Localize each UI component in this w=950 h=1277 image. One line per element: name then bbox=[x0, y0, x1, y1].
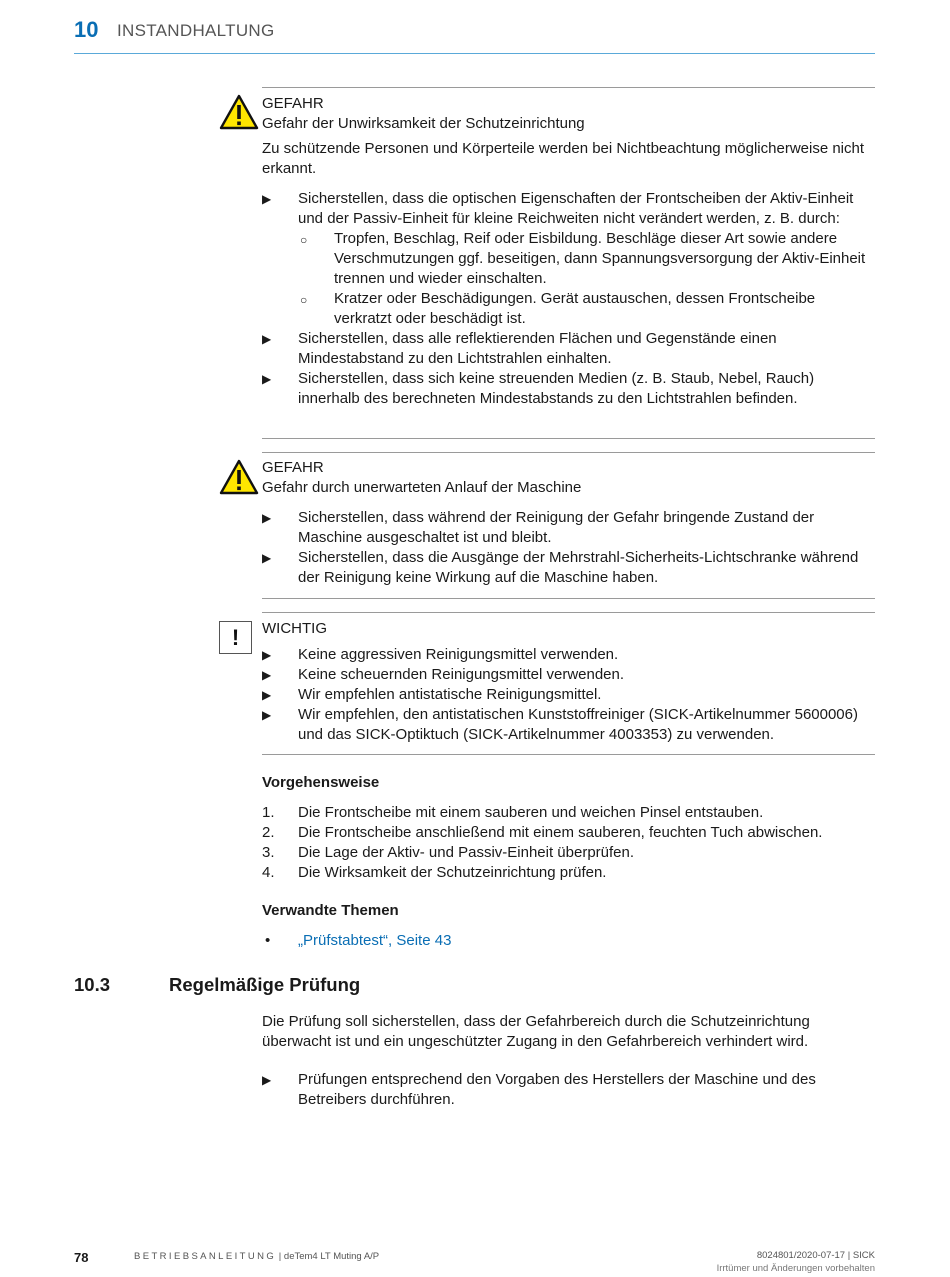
list-item-text: Wir empfehlen, den antistatischen Kunststoffreiniger (SICK-Artikelnummer 5600006) und das SICK-Optiktuch (SICK-Artikelnummer 4003353) zu verwenden. bbox=[298, 706, 858, 743]
danger2-notice bbox=[262, 458, 875, 588]
danger1-title: Gefahr der Unwirksamkeit der Schutzeinrichtung bbox=[262, 115, 585, 132]
page-header bbox=[74, 16, 875, 54]
triangle-bullet-icon: ▶ bbox=[262, 372, 272, 386]
warning-triangle-icon bbox=[219, 459, 259, 495]
danger2-bottom-rule bbox=[262, 598, 875, 599]
related-list bbox=[262, 931, 875, 951]
procedure-step bbox=[262, 863, 875, 883]
procedure-step bbox=[262, 823, 875, 843]
related-link[interactable]: „Prüfstabtest“, Seite 43 bbox=[298, 932, 452, 949]
section-number: 10.3 bbox=[74, 974, 111, 995]
step-number: 3. bbox=[262, 844, 275, 861]
circle-bullet-icon: ○ bbox=[300, 233, 308, 247]
important-exclamation-icon: ! bbox=[219, 621, 252, 654]
section-body bbox=[262, 1012, 875, 1110]
important-notice bbox=[262, 619, 875, 745]
procedure bbox=[262, 773, 875, 883]
list-item bbox=[262, 705, 875, 745]
procedure-steps bbox=[262, 803, 875, 883]
triangle-bullet-icon: ▶ bbox=[262, 192, 272, 206]
footer-doc-id: 8024801/2020-07-17 | SICK bbox=[756, 1250, 875, 1261]
list-item bbox=[262, 685, 875, 705]
section-list bbox=[262, 1070, 875, 1110]
danger2-top-rule bbox=[262, 452, 875, 453]
triangle-bullet-icon: ▶ bbox=[262, 668, 272, 682]
list-item-text: Sicherstellen, dass die Ausgänge der Mehrstrahl-Sicherheits-Lichtschranke während der Reinigung keine Wirkung auf die Maschine haben. bbox=[298, 549, 859, 586]
list-item bbox=[262, 508, 875, 548]
danger2-label: GEFAHR bbox=[262, 459, 324, 476]
triangle-bullet-icon: ▶ bbox=[262, 551, 272, 565]
step-number: 1. bbox=[262, 804, 275, 821]
step-number: 4. bbox=[262, 864, 275, 881]
important-bottom-rule bbox=[262, 754, 875, 755]
footer-product: | deTem4 LT Muting A/P bbox=[278, 1251, 380, 1262]
danger1-bottom-rule bbox=[262, 438, 875, 439]
dot-bullet-icon: • bbox=[265, 932, 271, 949]
footer-disclaimer: Irrtümer und Änderungen vorbehalten bbox=[716, 1263, 875, 1274]
triangle-bullet-icon: ▶ bbox=[262, 688, 272, 702]
list-item-text: Keine aggressiven Reinigungsmittel verwenden. bbox=[298, 646, 619, 663]
triangle-bullet-icon: ▶ bbox=[262, 332, 272, 346]
step-text: Die Lage der Aktiv- und Passiv-Einheit überprüfen. bbox=[298, 844, 635, 861]
section-title: Regelmäßige Prüfung bbox=[169, 974, 361, 995]
sub-list-item-text: Kratzer oder Beschädigungen. Gerät austauschen, dessen Frontscheibe verkratzt oder beschädigt ist. bbox=[334, 290, 816, 327]
procedure-heading: Vorgehensweise bbox=[262, 774, 380, 791]
procedure-step bbox=[262, 803, 875, 823]
related-heading: Verwandte Themen bbox=[262, 902, 399, 919]
procedure-step bbox=[262, 843, 875, 863]
danger1-sublist bbox=[298, 229, 875, 329]
list-item bbox=[262, 931, 875, 951]
chapter-title: INSTANDHALTUNG bbox=[117, 21, 275, 40]
list-item bbox=[262, 189, 875, 329]
footer-doc-type: BETRIEBSANLEITUNG bbox=[134, 1251, 277, 1262]
danger1-list bbox=[262, 189, 875, 409]
danger1-intro: Zu schützende Personen und Körperteile werden bei Nichtbeachtung möglicherweise nicht erkannt. bbox=[262, 140, 865, 177]
footer-doc-info bbox=[134, 1251, 379, 1262]
page-number: 78 bbox=[74, 1250, 89, 1265]
triangle-bullet-icon: ▶ bbox=[262, 1073, 272, 1087]
danger1-label: GEFAHR bbox=[262, 95, 324, 112]
list-item-text: Sicherstellen, dass während der Reinigung der Gefahr bringende Zustand der Maschine ausgeschaltet ist und bleibt. bbox=[298, 509, 815, 546]
sub-list-item bbox=[298, 289, 875, 329]
important-top-rule bbox=[262, 612, 875, 613]
danger1-notice bbox=[262, 94, 875, 409]
step-number: 2. bbox=[262, 824, 275, 841]
list-item-text: Prüfungen entsprechend den Vorgaben des Herstellers der Maschine und des Betreibers durchführen. bbox=[298, 1071, 816, 1108]
step-text: Die Wirksamkeit der Schutzeinrichtung prüfen. bbox=[298, 864, 607, 881]
list-item-text: Keine scheuernden Reinigungsmittel verwenden. bbox=[298, 666, 625, 683]
triangle-bullet-icon: ▶ bbox=[262, 648, 272, 662]
list-item bbox=[262, 369, 875, 409]
related-topics bbox=[262, 901, 875, 951]
list-item-text: Sicherstellen, dass die optischen Eigenschaften der Frontscheiben der Aktiv-Einheit und der Passiv-Einheit für kleine Reichweiten nicht verändert werden, z. B. durch: bbox=[298, 190, 854, 227]
important-list bbox=[262, 645, 875, 745]
list-item-text: Sicherstellen, dass sich keine streuenden Medien (z. B. Staub, Nebel, Rauch) innerhalb des berechneten Mindestabstands zu den Lichtstrahlen befinden. bbox=[298, 370, 815, 407]
circle-bullet-icon: ○ bbox=[300, 293, 308, 307]
list-item bbox=[262, 1070, 875, 1110]
important-label: WICHTIG bbox=[262, 620, 327, 637]
list-item bbox=[262, 329, 875, 369]
danger2-title: Gefahr durch unerwarteten Anlauf der Maschine bbox=[262, 479, 582, 496]
list-item-text: Sicherstellen, dass alle reflektierenden Flächen und Gegenstände einen Mindestabstand zu den Lichtstrahlen einhalten. bbox=[298, 330, 777, 367]
list-item bbox=[262, 645, 875, 665]
sub-list-item-text: Tropfen, Beschlag, Reif oder Eisbildung. Beschläge dieser Art sowie andere Verschmutzungen ggf. beseitigen, dann Spannungsversorgung der Aktiv-Einheit trennen und wieder einschalten. bbox=[334, 230, 866, 287]
chapter-number: 10 bbox=[74, 17, 99, 42]
list-item bbox=[262, 548, 875, 588]
step-text: Die Frontscheibe mit einem sauberen und weichen Pinsel entstauben. bbox=[298, 804, 764, 821]
footer-left bbox=[74, 1248, 474, 1268]
triangle-bullet-icon: ▶ bbox=[262, 511, 272, 525]
list-item-text: Wir empfehlen antistatische Reinigungsmittel. bbox=[298, 686, 602, 703]
danger1-top-rule bbox=[262, 87, 875, 88]
danger2-list bbox=[262, 508, 875, 588]
triangle-bullet-icon: ▶ bbox=[262, 708, 272, 722]
step-text: Die Frontscheibe anschließend mit einem sauberen, feuchten Tuch abwischen. bbox=[298, 824, 823, 841]
footer-right bbox=[515, 1249, 875, 1275]
sub-list-item bbox=[298, 229, 875, 289]
section-paragraph: Die Prüfung soll sicherstellen, dass der Gefahrbereich durch die Schutzeinrichtung überwacht ist und ein ungeschützter Zugang in den Gefahrbereich verhindert wird. bbox=[262, 1013, 810, 1050]
warning-triangle-icon bbox=[219, 94, 259, 130]
list-item bbox=[262, 665, 875, 685]
